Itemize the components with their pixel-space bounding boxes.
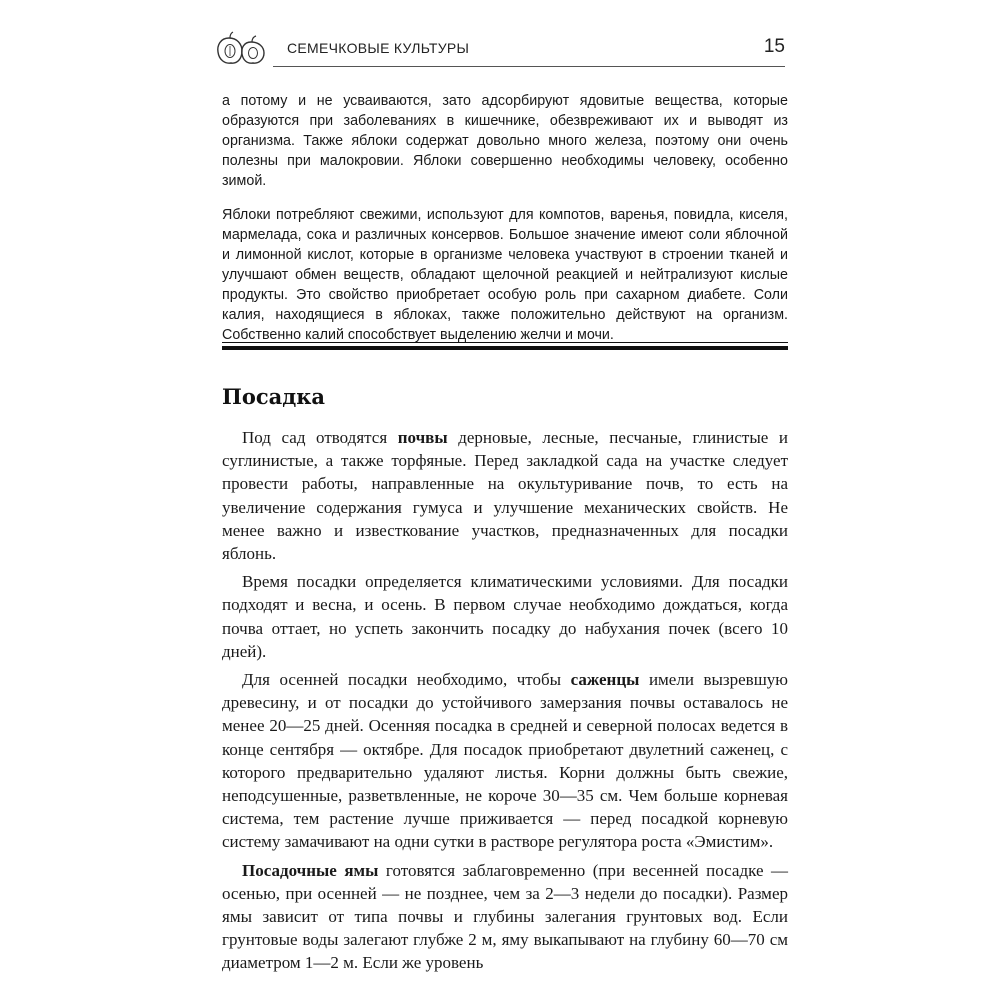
running-header	[215, 28, 785, 68]
apple-slices-icon	[215, 30, 267, 66]
intro-paragraph: а потому и не усваиваются, зато адсорбируют ядовитые вещества, которые образуются при заболеваниях в кишечнике, обезвреживают их и выводят из организма. Также яблоки содержат довольно много железа, поэтому они очень полезны при малокровии. Яблоки совершенно необходимы человеку, особенно зимой.	[222, 93, 788, 189]
page-number: 15	[763, 36, 785, 57]
body-paragraph	[222, 859, 788, 975]
body-paragraph: Время посадки определяется климатическими условиями. Для посадки подходят и весна, и осень. В первом случае необходимо дождаться, когда почва оттает, но успеть закончить посадку до набухания почек (всего 10 дней).	[222, 572, 788, 661]
divider-thin-line	[222, 342, 788, 343]
intro-paragraph: Яблоки потребляют свежими, используют для компотов, варенья, повидла, киселя, мармелада, сока и различных консервов. Большое значение имеют соли яблочной и лимонной кислот, которые в организме человека участвуют в строении тканей и улучшают обмен веществ, обладают щелочной реакцией и нейтрализуют кислые продукты. Это свойство приобретает особую роль при сахарном диабете. Соли калия, находящиеся в яблоках, также положительно действуют на организм. Собственно калий способствует выделению желчи и мочи.	[222, 207, 788, 343]
bold-term: саженцы	[570, 670, 640, 690]
intro-text-block	[222, 91, 788, 359]
section-heading: Посадка	[222, 384, 326, 409]
paragraph-text: дерновые, лесные, песчаные, глинистые и суглинистые, а также торфяные. Перед закладкой сада на участке следует провести работы, направленные на окультуривание почв, то есть на увеличение содержания гумуса и улучшение механических свойств. Не менее важно и известкование участков, предназначенных для посадки яблонь.	[222, 428, 788, 564]
paragraph-text: Под сад отводятся	[242, 428, 398, 447]
bold-term: почвы	[397, 428, 448, 447]
header-rule	[273, 66, 785, 67]
paragraph-text: Для осенней посадки необходимо, чтобы	[242, 670, 571, 690]
paragraph-text: готовятся заблаговременно (при весенней посадке — осенью, при осенней — не позднее, чем за 2—3 недели до посадки). Размер ямы зависит от типа почвы и глубины залегания грунтовых вод. Если грунтовые воды залегают глубже 2 м, яму выкапывают на глубину 60—70 см диаметром 1—2 м. Если же уровень	[222, 860, 789, 973]
section-body	[222, 426, 788, 980]
body-paragraph	[222, 426, 788, 565]
bold-term: Посадочные ямы	[242, 860, 379, 880]
section-divider	[222, 342, 788, 350]
body-paragraph	[222, 668, 788, 854]
paragraph-text: имели вызревшую древесину, и от посадки до устойчивого замерзания почвы оставалось не менее 20—25 дней. Осенняя посадка в средней и северной полосах ведется в конце сентября — октябре. Для посадок приобретают двулетний саженец, с которого предварительно удаляют листья. Корни должны быть свежие, неподсушенные, разветвленные, не короче 30—35 см. Чем больше корневая система, тем растение лучше приживается — перед посадкой корневую систему замачивают на одни сутки в растворе регулятора роста «Эмистим».	[222, 670, 788, 852]
chapter-title: СЕМЕЧКОВЫЕ КУЛЬТУРЫ	[287, 40, 470, 56]
divider-thick-line	[222, 346, 788, 350]
